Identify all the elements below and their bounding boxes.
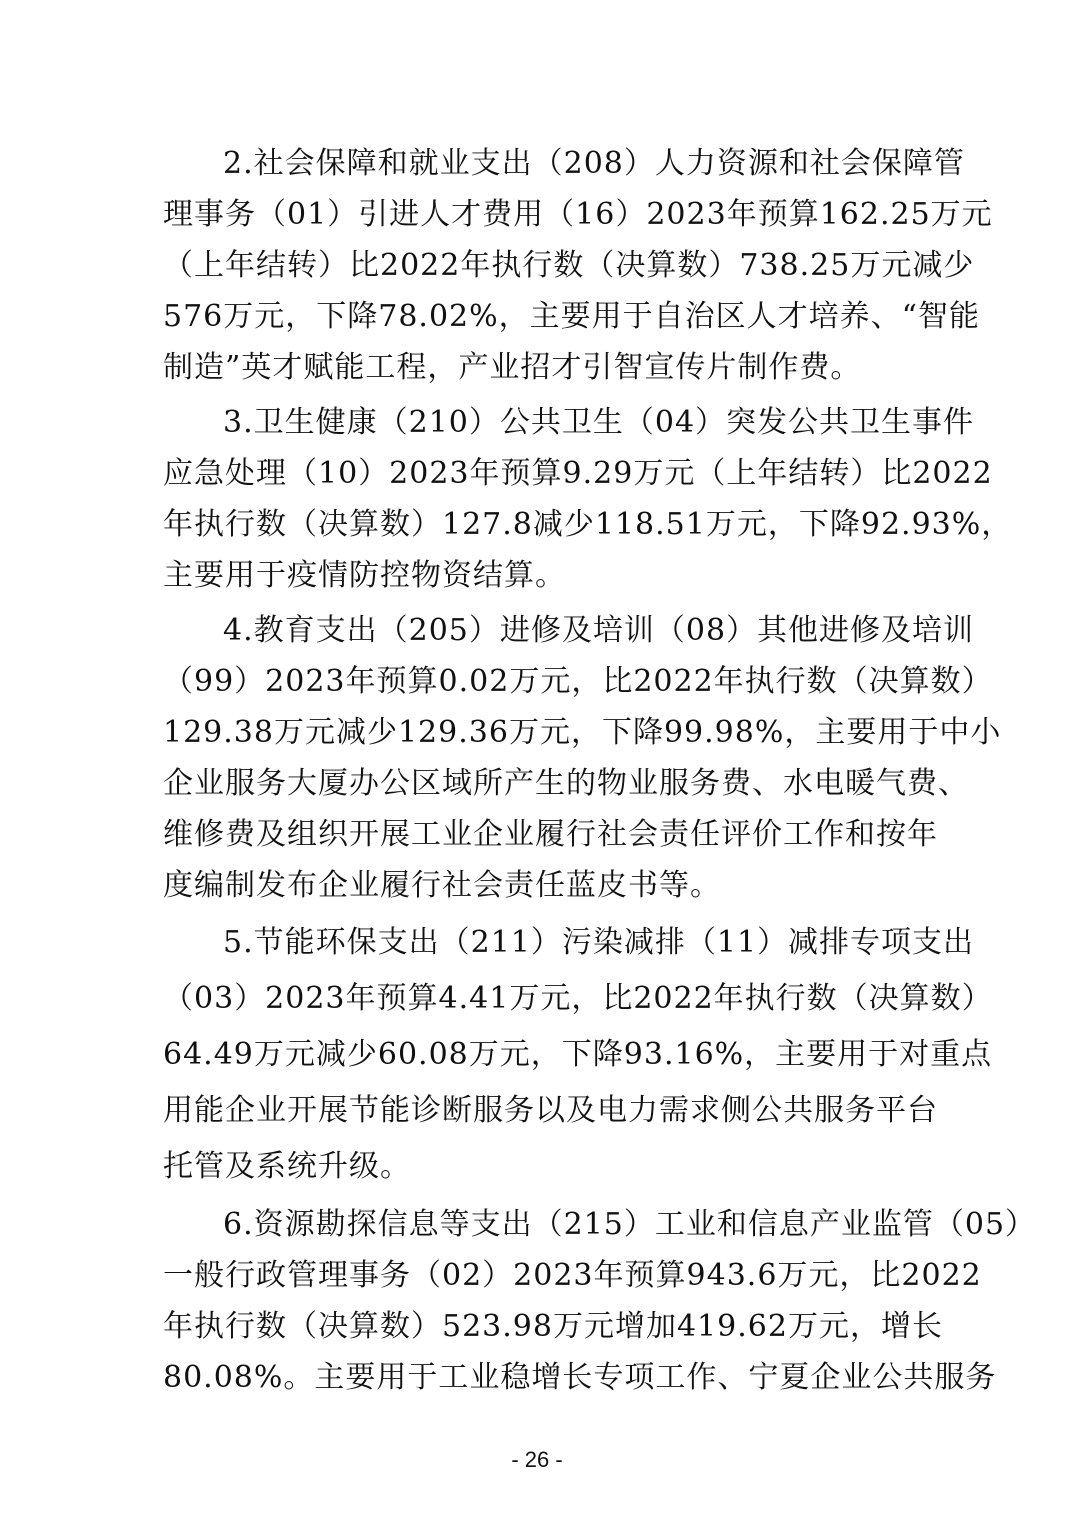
text-line: 维修费及组织开展工业企业履行社会责任评价工作和按年 (163, 817, 938, 852)
text-line: 一般行政管理事务（02）2023年预算943.6万元，比2022 (163, 1258, 982, 1293)
text-line: 托管及系统升级。 (163, 1149, 411, 1184)
body-text (163, 138, 1037, 1403)
text-line: （上年结转）比2022年执行数（决算数）738.25万元减少 (163, 248, 975, 283)
text-line: 6.资源勘探信息等支出（215）工业和信息产业监管（05） (223, 1207, 1037, 1242)
text-line: 年执行数（决算数）127.8减少118.51万元，下降92.93%， (163, 507, 1013, 542)
text-line: 2.社会保障和就业支出（208）人力资源和社会保障管 (223, 146, 965, 181)
text-line: 制造”英才赋能工程，产业招才引智宣传片制作费。 (163, 350, 862, 385)
text-line: 企业服务大厦办公区域所产生的物业服务费、水电暖气费、 (163, 766, 969, 801)
paragraph-item-5 (163, 915, 993, 1195)
text-line: 4.教育支出（205）进修及培训（08）其他进修及培训 (223, 613, 975, 648)
text-line: 年执行数（决算数）523.98万元增加419.62万元，增长 (163, 1309, 943, 1344)
paragraph-item-6 (163, 1199, 1037, 1403)
text-line: 用能企业开展节能诊断服务以及电力需求侧公共服务平台 (163, 1093, 938, 1128)
text-line: 理事务（01）引进人才费用（16）2023年预算162.25万元 (163, 197, 993, 232)
text-line: 80.08%。主要用于工业稳增长专项工作、宁夏企业公共服务 (163, 1360, 997, 1395)
text-line: 应急处理（10）2023年预算9.29万元（上年结转）比2022 (163, 456, 993, 491)
text-line: 64.49万元减少60.08万元，下降93.16%，主要用于对重点 (163, 1037, 993, 1072)
text-line: 5.节能环保支出（211）污染减排（11）减排专项支出 (223, 925, 975, 960)
text-line: 576万元，下降78.02%，主要用于自治区人才培养、“智能 (163, 299, 980, 334)
text-line: 度编制发布企业履行社会责任蓝皮书等。 (163, 868, 721, 903)
paragraph-item-2 (163, 138, 993, 393)
text-line: （99）2023年预算0.02万元，比2022年执行数（决算数） (163, 664, 993, 699)
text-line: （03）2023年预算4.41万元，比2022年执行数（决算数） (163, 981, 993, 1016)
paragraph-item-3 (163, 397, 1013, 601)
paragraph-item-4 (163, 605, 1002, 911)
text-line: 129.38万元减少129.36万元，下降99.98%，主要用于中小 (163, 715, 1002, 750)
page-number: - 26 - (511, 1447, 563, 1472)
text-line: 3.卫生健康（210）公共卫生（04）突发公共卫生事件 (223, 405, 975, 440)
text-line: 主要用于疫情防控物资结算。 (163, 558, 566, 593)
